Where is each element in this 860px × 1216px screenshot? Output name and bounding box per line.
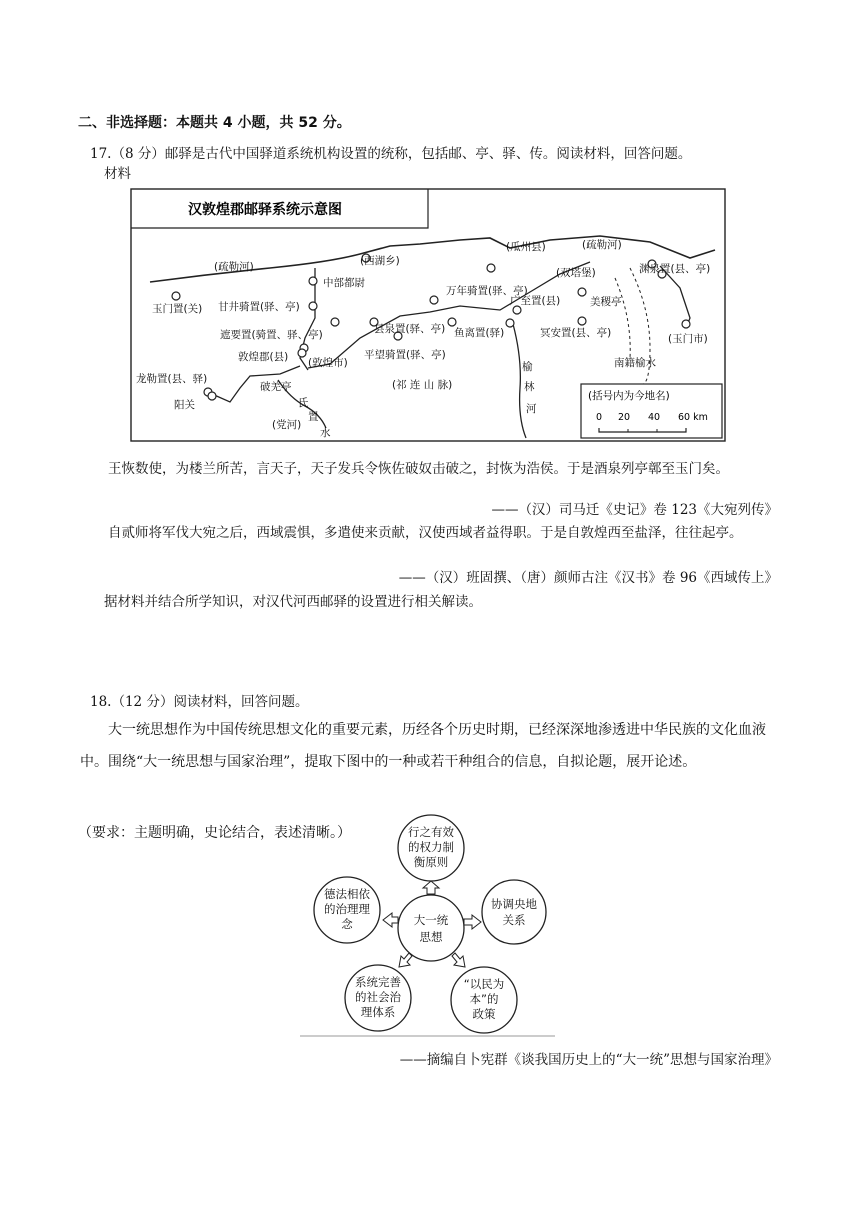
legend-note: (括号内为今地名)	[588, 390, 670, 402]
question-17-stem: 17.（8 分）邮驿是古代中国驿道系统机构设置的统称，包括邮、亭、驿、传。阅读材料，回答问题。	[90, 146, 692, 162]
scale-40: 40	[648, 412, 661, 423]
quote-2: 自贰师将军伐大宛之后，西域震惧，多遣使来贡献，汉使西域者益得职。于是自敦煌西至盐泽，往往起亭。	[108, 525, 743, 541]
label-meijiting: 美稷亭	[590, 296, 622, 308]
right-text-2: 关系	[502, 913, 526, 927]
station-yumenguan	[172, 292, 180, 300]
station-xiaogu	[309, 302, 317, 310]
scale-0: 0	[596, 412, 603, 423]
right-node	[482, 880, 546, 944]
label-wannian: 万年骑置(驿、亭)	[446, 285, 528, 297]
bottom-right-text-1: “以民为	[463, 977, 505, 991]
section-header: 二、非选择题：本题共 4 小题，共 52 分。	[78, 115, 351, 131]
bottom-right-text-3: 政策	[472, 1007, 496, 1021]
station-yumenshi	[682, 320, 690, 328]
arrow-right	[464, 915, 481, 929]
label-zhi: 置	[308, 411, 319, 423]
top-text-1: 行之有效	[408, 825, 454, 839]
label-qilian: (祁 连 山 脉)	[392, 379, 453, 391]
label-zheyao: 遮要置(骑置、驿、亭)	[220, 329, 323, 341]
bottom-left-text-3: 理体系	[360, 1005, 396, 1019]
label-xuanquan: 县泉置(驿、亭)	[374, 323, 446, 335]
bottom-left-text-2: 的社会治	[355, 990, 401, 1004]
label-yu: 榆	[522, 361, 533, 373]
left-text-1: 德法相依	[324, 887, 370, 901]
label-pingwang: 平望骑置(驿、亭)	[364, 349, 446, 361]
station-mingan-2	[578, 317, 586, 325]
question-18-paragraph: 大一统思想作为中国传统思想文化的重要元素，历经各个历史时期，已经深深地渗透进中华民族的文化血液中。围绕“大一统思想与国家治理”，提取下图中的一种或若干种组合的信息，自拟论题，展开论述。	[80, 722, 766, 770]
left-text-3: 念	[341, 917, 353, 931]
scale-20: 20	[618, 412, 631, 423]
bottom-right-text-2: 本”的	[469, 992, 499, 1006]
material-label: 材料	[104, 166, 131, 182]
question-18-stem: 18.（12 分）阅读材料，回答问题。	[90, 694, 309, 710]
station-meijiting	[578, 288, 586, 296]
dunhuang-postal-map	[130, 188, 726, 442]
label-xihuxiang: (西湖乡)	[360, 255, 400, 267]
label-yuanquan: 渊泉置(县、亭)	[639, 263, 711, 275]
left-text-2: 的治理理	[324, 902, 370, 916]
top-text-3: 衡原则	[413, 855, 449, 869]
label-dunhuangshi: (敦煌市)	[308, 357, 348, 369]
label-shi: 氏	[298, 397, 309, 409]
center-text-1: 大一统	[413, 913, 449, 927]
quote-1: 王恢数使，为楼兰所苦，言天子，天子发兵令恢佐破奴击破之，封恢为浩侯。于是酒泉列亭鄣至玉门矣。	[108, 461, 729, 477]
label-danghe: (党河)	[272, 419, 302, 431]
question-18-requirement: （要求：主题明确，史论结合，表述清晰。）	[78, 825, 351, 841]
question-18-source: ——摘编自卜宪群《谈我国历史上的“大一统”思想与国家治理》	[399, 1052, 778, 1068]
center-node	[398, 895, 464, 961]
bottom-left-text-1: 系统完善	[355, 975, 401, 989]
center-text-2: 思想	[419, 930, 443, 944]
label-yumenguan: 玉门置(关)	[152, 303, 203, 315]
label-shulehe-top: (疏勒河)	[582, 239, 622, 251]
label-yangguan: 阳关	[174, 399, 195, 411]
label-he: 河	[526, 403, 537, 415]
label-poqiang: 破羌亭	[260, 381, 292, 393]
station-zheyao	[331, 318, 339, 326]
label-yuli: 鱼离置(驿)	[454, 327, 505, 339]
label-longle: 龙勒置(县、驿)	[136, 373, 208, 385]
station-zhongbu	[309, 277, 317, 285]
label-shui: 水	[320, 427, 331, 439]
label-ganjing: 甘井骑置(驿、亭)	[218, 301, 300, 313]
label-dunhuangjun: 敦煌郡(县)	[238, 351, 289, 363]
question-17-instruction: 据材料并结合所学知识，对汉代河西邮驿的设置进行相关解读。	[104, 594, 482, 610]
label-guangzhi: 广至置(县)	[510, 295, 561, 307]
label-lin: 林	[524, 381, 535, 393]
label-shuangtabao: (双塔堡)	[556, 267, 596, 279]
citation-1: ——（汉）司马迁《史记》卷 123《大宛列传》	[491, 502, 778, 518]
citation-2: ——（汉）班固撰、（唐）颜师古注《汉书》卷 96《西域传上》	[398, 570, 778, 586]
map-title: 汉敦煌郡邮驿系统示意图	[188, 202, 342, 218]
station-guangzhi	[513, 306, 521, 314]
station-guazhou	[487, 264, 495, 272]
scale-60: 60 km	[678, 412, 708, 423]
label-yumenshi: (玉门市)	[668, 333, 708, 345]
top-text-2: 的权力制	[408, 840, 454, 854]
station-dunhuang-b	[298, 349, 306, 357]
arrow-left	[383, 913, 398, 927]
arrow-bottom-right	[452, 953, 465, 967]
label-shulehe-left: (疏勒河)	[214, 261, 254, 273]
label-guazhou: (瓜州县)	[506, 241, 546, 253]
station-yuli	[448, 318, 456, 326]
label-nanji: 南籍榆水	[614, 357, 656, 369]
station-yangguan-b	[208, 392, 216, 400]
station-wannian	[430, 296, 438, 304]
label-zhongbu: 中部都尉	[323, 277, 365, 289]
right-text-1: 协调央地	[491, 897, 537, 911]
station-mingan	[506, 319, 514, 327]
label-mingan: 冥安置(县、亭)	[540, 327, 612, 339]
arrow-bottom-left	[399, 953, 412, 967]
arrow-up	[423, 881, 439, 894]
dayitong-diagram	[300, 810, 560, 1040]
